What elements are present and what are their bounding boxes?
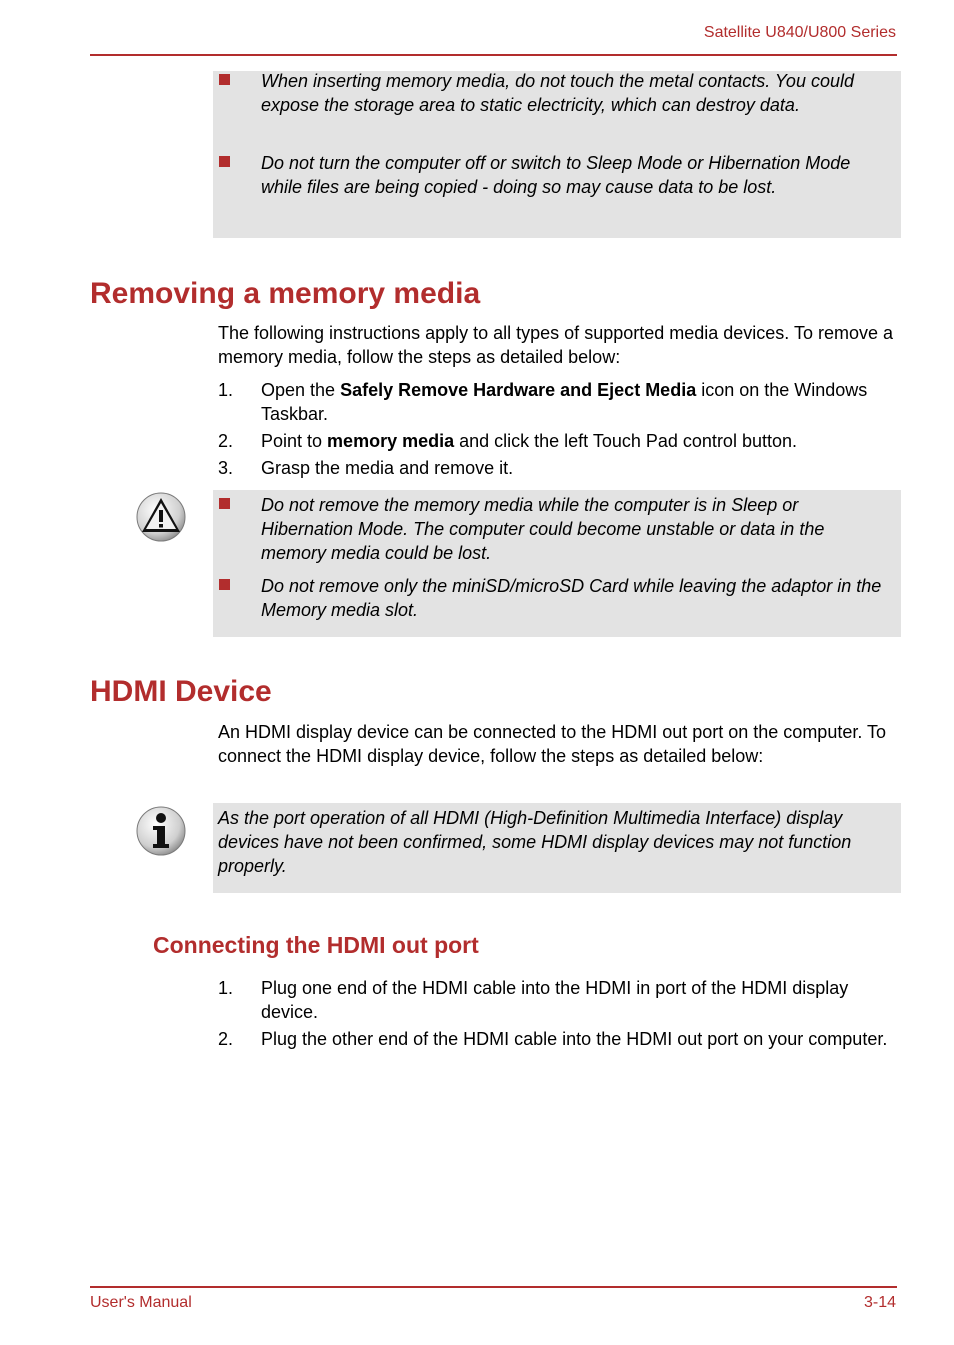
section-title-hdmi: HDMI Device <box>90 675 272 708</box>
footer-manual-title: User's Manual <box>90 1294 192 1311</box>
warning-note-box <box>213 490 901 637</box>
bullet-square-icon <box>219 579 230 590</box>
removing-intro: The following instructions apply to all types of supported media devices. To remove a memory media, follow the steps as detailed below: <box>218 323 894 367</box>
step-number: 1. <box>218 380 234 400</box>
page-number: 3-14 <box>863 1294 896 1311</box>
section-title-removing: Removing a memory media <box>90 277 481 310</box>
step-text: Plug one end of the HDMI cable into the HDMI in port of the HDMI display device. <box>261 978 849 1022</box>
running-header: Satellite U840/U800 Series <box>703 24 896 41</box>
header-rule <box>90 54 897 56</box>
step-number: 3. <box>218 458 234 478</box>
info-icon <box>136 806 186 856</box>
info-note-text: As the port operation of all HDMI (High-Definition Multimedia Interface) display devices have not been confirmed, some HDMI display devices may not function properly. <box>218 808 852 876</box>
note-bullet-text: When inserting memory media, do not touch the metal contacts. You could expose the storage area to static electricity, which can destroy data. <box>261 71 854 115</box>
ui-term: Safely Remove Hardware and Eject Media <box>340 380 697 400</box>
bullet-square-icon <box>219 498 230 509</box>
info-note-box <box>213 803 901 893</box>
note-bullet-text: Do not remove only the miniSD/microSD Card while leaving the adaptor in the Memory media slot. <box>261 576 882 620</box>
step-text: Plug the other end of the HDMI cable into the HDMI out port on your computer. <box>261 1029 888 1049</box>
note-bullet-text: Do not turn the computer off or switch to Sleep Mode or Hibernation Mode while files are being copied - doing so may cause data to be lost. <box>261 153 851 197</box>
bullet-square-icon <box>219 156 230 167</box>
ui-term: memory media <box>327 431 455 451</box>
step-text: Open the Safely Remove Hardware and Eject Media icon on the Windows Taskbar. <box>261 380 868 424</box>
step-number: 2. <box>218 1029 234 1049</box>
footer-rule <box>90 1286 897 1288</box>
subsection-title: Connecting the HDMI out port <box>153 932 479 958</box>
hdmi-intro: An HDMI display device can be connected to the HDMI out port on the computer. To connect the HDMI display device, follow the steps as detailed below: <box>218 722 887 766</box>
bullet-square-icon <box>219 74 230 85</box>
note-bullet-text: Do not remove the memory media while the computer is in Sleep or Hibernation Mode. The computer could become unstable or data in the memory media could be lost. <box>261 495 825 563</box>
step-number: 1. <box>218 978 234 998</box>
step-text: Point to memory media and click the left Touch Pad control button. <box>261 431 797 451</box>
warning-icon <box>136 492 186 542</box>
caution-note-box <box>213 71 901 238</box>
step-text: Grasp the media and remove it. <box>261 458 514 478</box>
step-number: 2. <box>218 431 234 451</box>
